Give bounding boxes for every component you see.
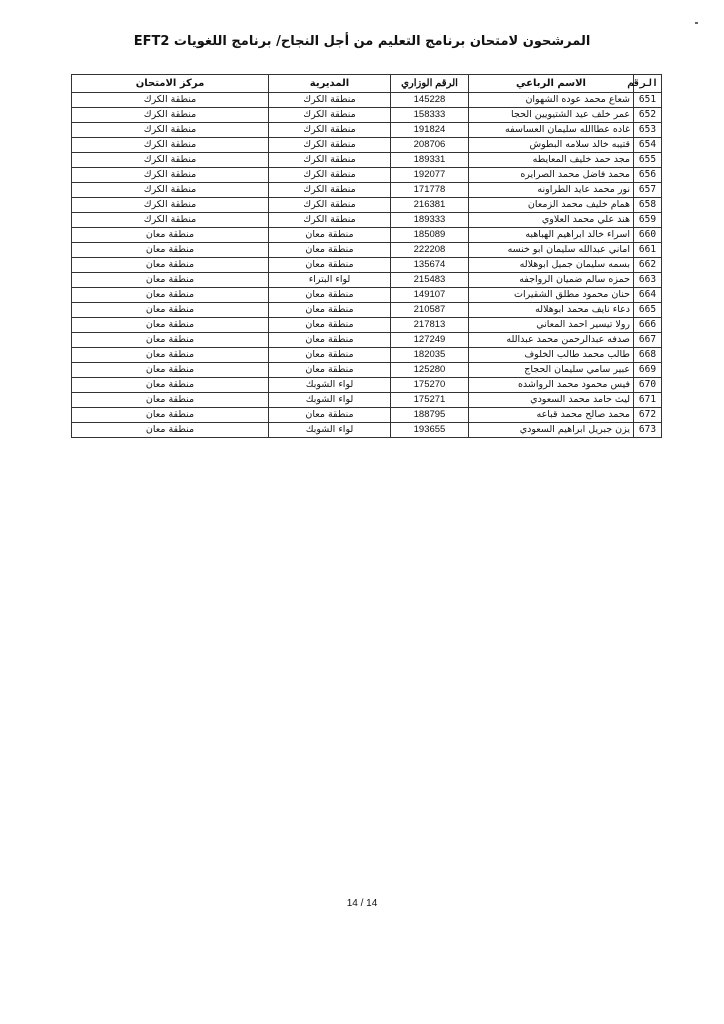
cell-name: دعاء نايف محمد ابوهلاله [469,303,634,318]
table-row [72,318,662,333]
cell-id: 222208 [391,243,469,258]
cell-center: منطقة الكرك [72,183,269,198]
cell-center: منطقة الكرك [72,198,269,213]
header-id: الرقم الوزاري [391,75,469,93]
table-row [72,288,662,303]
table-row [72,408,662,423]
cell-id: 191824 [391,123,469,138]
header-name: الاسم الرباعي [469,75,634,93]
cell-directorate: منطقة الكرك [269,153,391,168]
cell-center: منطقة معان [72,258,269,273]
cell-center: منطقة معان [72,243,269,258]
page-title: المرشحون لامتحان برنامج التعليم من أجل النجاح/ برنامج اللغويات EFT2 [133,34,591,49]
cell-num: 667 [634,333,662,348]
cell-center: منطقة معان [72,393,269,408]
cell-num: 664 [634,288,662,303]
cell-directorate: منطقة معان [269,408,391,423]
cell-directorate: لواء البتراء [269,273,391,288]
cell-num: 654 [634,138,662,153]
cell-directorate: منطقة الكرك [269,213,391,228]
cell-name: محمد صالح محمد قباعه [469,408,634,423]
cell-id: 149107 [391,288,469,303]
table-row [72,138,662,153]
cell-center: منطقة معان [72,288,269,303]
cell-id: 145228 [391,93,469,108]
cell-name: شعاع محمد عوده الشهوان [469,93,634,108]
cell-directorate: منطقة الكرك [269,93,391,108]
cell-center: منطقة معان [72,318,269,333]
cell-num: 666 [634,318,662,333]
table-header-row [72,75,662,93]
cell-id: 216381 [391,198,469,213]
table-row [72,123,662,138]
cell-directorate: منطقة الكرك [269,123,391,138]
cell-id: 189333 [391,213,469,228]
cell-name: هند علي محمد العلاوي [469,213,634,228]
cell-directorate: منطقة معان [269,363,391,378]
cell-num: 652 [634,108,662,123]
cell-num: 662 [634,258,662,273]
header-center: مركز الامتحان [72,75,269,93]
cell-directorate: منطقة الكرك [269,108,391,123]
cell-center: منطقة الكرك [72,168,269,183]
cell-id: 127249 [391,333,469,348]
cell-center: منطقة معان [72,228,269,243]
cell-center: منطقة معان [72,378,269,393]
cell-directorate: منطقة معان [269,318,391,333]
table-row [72,243,662,258]
cell-directorate: لواء الشوبك [269,393,391,408]
table-row [72,153,662,168]
cell-id: 210587 [391,303,469,318]
cell-name: عمر خلف عيد الشتيويين الحجا [469,108,634,123]
cell-name: عبير سامي سليمان الحجاج [469,363,634,378]
table-row [72,93,662,108]
cell-num: 660 [634,228,662,243]
table-row [72,258,662,273]
cell-num: 668 [634,348,662,363]
cell-id: 125280 [391,363,469,378]
table-row [72,183,662,198]
cell-name: محمد فاضل محمد الصرايره [469,168,634,183]
cell-directorate: منطقة معان [269,288,391,303]
cell-center: منطقة معان [72,423,269,438]
cell-name: قتيبه خالد سلامه البطوش [469,138,634,153]
cell-directorate: منطقة معان [269,333,391,348]
cell-num: 656 [634,168,662,183]
table-row [72,423,662,438]
cell-num: 651 [634,93,662,108]
cell-directorate: منطقة الكرك [269,168,391,183]
cell-name: مجد حمد خليف المعايطه [469,153,634,168]
cell-id: 175271 [391,393,469,408]
cell-name: حمزه سالم ضميان الرواجفه [469,273,634,288]
cell-num: 671 [634,393,662,408]
cell-num: 669 [634,363,662,378]
cell-center: منطقة الكرك [72,153,269,168]
cell-id: 217813 [391,318,469,333]
cell-center: منطقة معان [72,333,269,348]
cell-name: فيس محمود محمد الرواشده [469,378,634,393]
table-row [72,198,662,213]
cell-name: حنان محمود مطلق الشقيرات [469,288,634,303]
cell-center: منطقة معان [72,348,269,363]
table-row [72,228,662,243]
cell-id: 188795 [391,408,469,423]
table-row [72,108,662,123]
cell-num: 653 [634,123,662,138]
table-row [72,333,662,348]
cell-id: 185089 [391,228,469,243]
cell-num: 657 [634,183,662,198]
cell-center: منطقة الكرك [72,138,269,153]
cell-name: رولا تيسير احمد المعاني [469,318,634,333]
table-row [72,348,662,363]
scan-mark [695,22,698,24]
cell-directorate: منطقة معان [269,258,391,273]
cell-id: 192077 [391,168,469,183]
cell-name: اسراء خالد ابراهيم الهباهبه [469,228,634,243]
cell-num: 661 [634,243,662,258]
cell-center: منطقة معان [72,363,269,378]
table-row [72,363,662,378]
cell-directorate: منطقة معان [269,348,391,363]
cell-id: 208706 [391,138,469,153]
cell-name: نور محمد عايد الطراونه [469,183,634,198]
header-num: الرقم [634,75,662,93]
cell-id: 182035 [391,348,469,363]
table-row [72,168,662,183]
cell-num: 655 [634,153,662,168]
cell-num: 673 [634,423,662,438]
cell-name: همام خليف محمد الزمعان [469,198,634,213]
cell-num: 659 [634,213,662,228]
cell-id: 175270 [391,378,469,393]
cell-center: منطقة معان [72,303,269,318]
cell-name: اماني عبدالله سليمان ابو خنسه [469,243,634,258]
cell-center: منطقة الكرك [72,123,269,138]
cell-directorate: منطقة الكرك [269,138,391,153]
table-row [72,213,662,228]
cell-center: منطقة الكرك [72,108,269,123]
cell-num: 665 [634,303,662,318]
cell-directorate: منطقة الكرك [269,198,391,213]
table-row [72,378,662,393]
cell-directorate: لواء الشوبك [269,378,391,393]
cell-id: 193655 [391,423,469,438]
cell-name: غاده عطاالله سليمان العساسفه [469,123,634,138]
cell-id: 158333 [391,108,469,123]
header-directorate: المديرية [269,75,391,93]
cell-center: منطقة معان [72,408,269,423]
cell-id: 171778 [391,183,469,198]
cell-id: 135674 [391,258,469,273]
cell-num: 658 [634,198,662,213]
cell-directorate: منطقة معان [269,243,391,258]
cell-id: 189331 [391,153,469,168]
table-row [72,273,662,288]
cell-name: يزن جبريل ابراهيم السعودي [469,423,634,438]
cell-name: صدفه عبدالرحمن محمد عبدالله [469,333,634,348]
cell-name: ليث حامد محمد السعودي [469,393,634,408]
cell-center: منطقة معان [72,273,269,288]
cell-id: 215483 [391,273,469,288]
page-number: 14 / 14 [346,898,378,909]
cell-directorate: منطقة الكرك [269,183,391,198]
cell-directorate: لواء الشوبك [269,423,391,438]
cell-name: طالب محمد طالب الخلوف [469,348,634,363]
cell-directorate: منطقة معان [269,303,391,318]
cell-center: منطقة الكرك [72,93,269,108]
candidates-table [71,74,662,438]
cell-directorate: منطقة معان [269,228,391,243]
table-row [72,393,662,408]
cell-name: بسمه سليمان جميل ابوهلاله [469,258,634,273]
cell-num: 672 [634,408,662,423]
table-row [72,303,662,318]
cell-num: 670 [634,378,662,393]
cell-center: منطقة الكرك [72,213,269,228]
cell-num: 663 [634,273,662,288]
table-body [72,93,662,438]
